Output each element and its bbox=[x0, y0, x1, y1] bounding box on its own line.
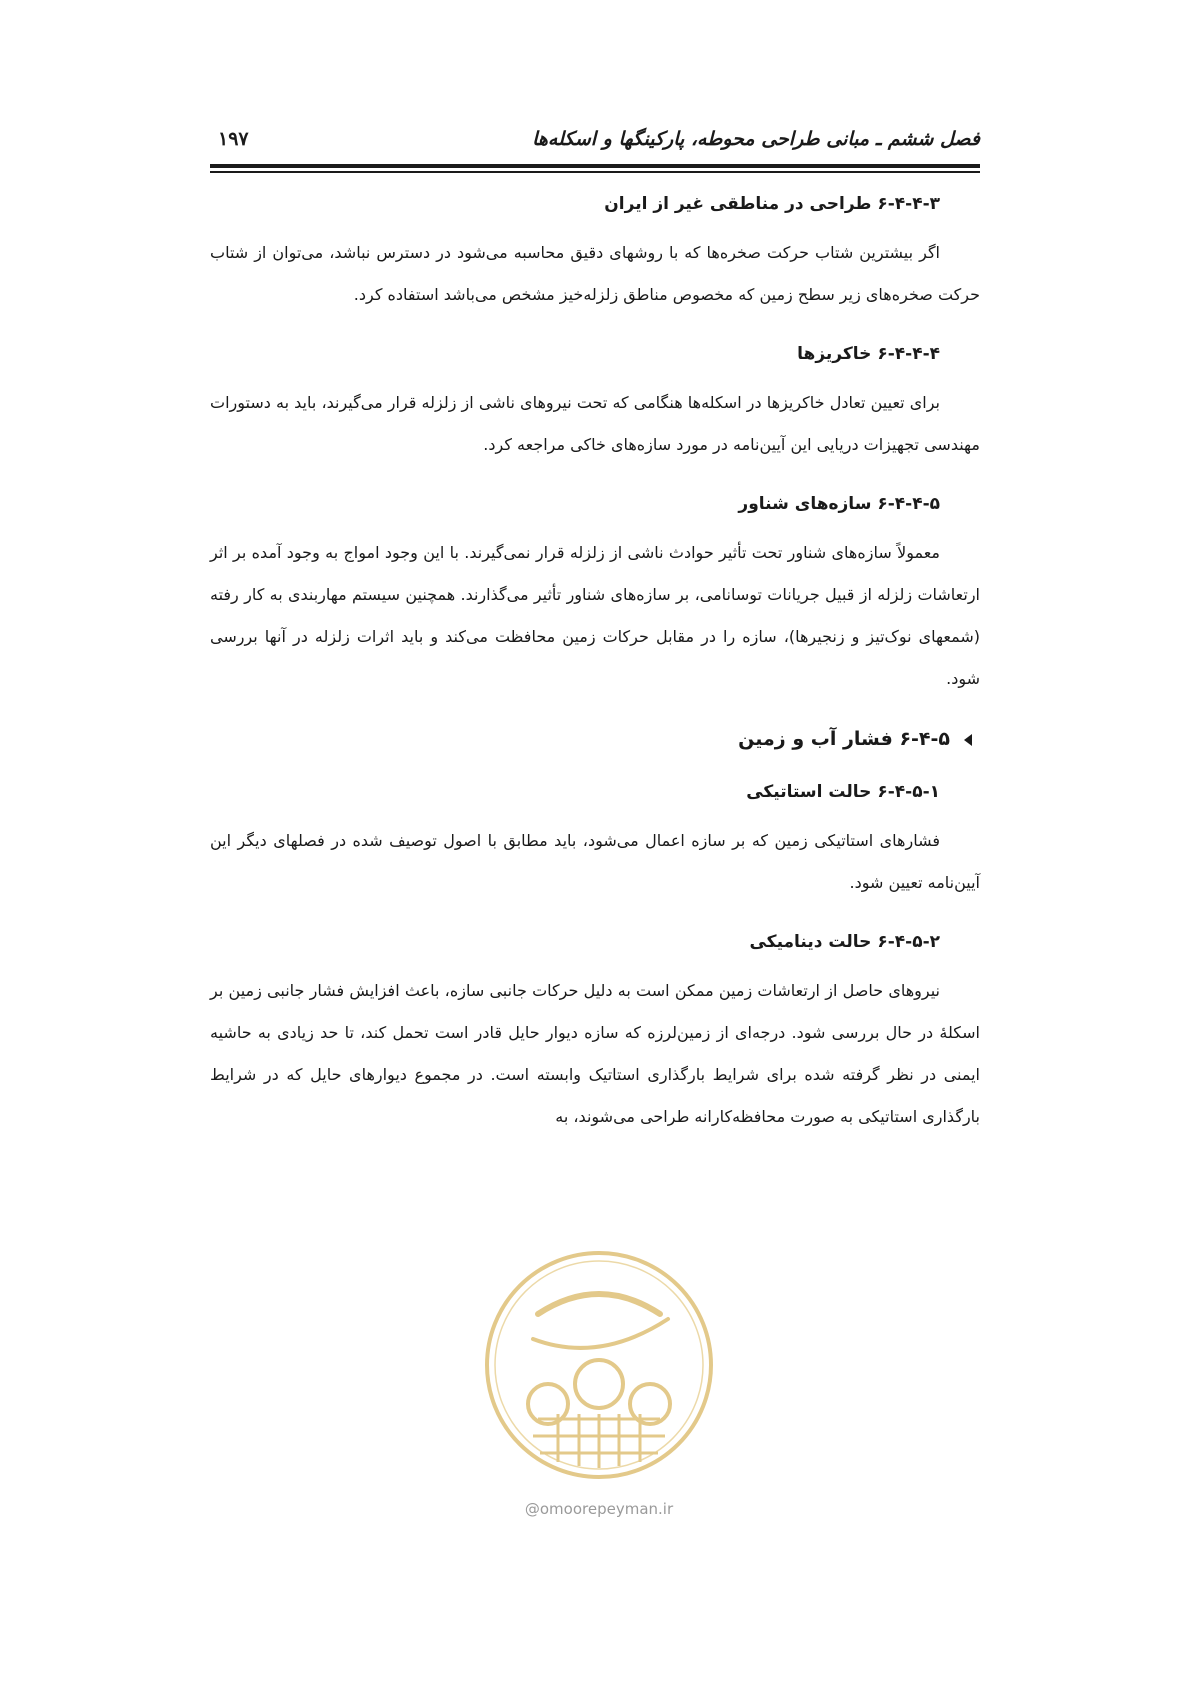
header-rule-thick bbox=[210, 164, 980, 168]
section-paragraph: معمولاً سازه‌های شناور تحت تأثیر حوادث ناشی از زلزله قرار نمی‌گیرند. با این وجود امواج به وجود آمده بر اثر ارتعاشات زلزله از قبیل جریانات توسانامی، بر سازه‌های شناور تأثیر می‌گذارند. همچنین سیستم مهاربندی به کار رفته (شمعهای نوک‌تیز و زنجیرها)، سازه را در مقابل حرکات زمین محافظت می‌کند و باید اثرات زلزله در آنها بررسی شود. bbox=[210, 543, 980, 688]
section-heading: ۶-۴-۴-۳ طراحی در مناطقی غیر از ایران bbox=[604, 194, 940, 214]
section-heading: ۶-۴-۵-۱ حالت استاتیکی bbox=[746, 782, 940, 802]
major-section-heading bbox=[210, 724, 980, 754]
section-paragraph: فشارهای استاتیکی زمین که بر سازه اعمال می‌شود، باید مطابق با اصول توصیف شده در فصلهای دیگر این آیین‌نامه تعیین شود. bbox=[210, 831, 980, 892]
section-paragraph: برای تعیین تعادل خاکریزها در اسکله‌ها هنگامی که تحت نیروهای ناشی از زلزله قرار می‌گیرند، باید به دستورات مهندسی تجهیزات دریایی این آیین‌نامه در مورد سازه‌های خاکی مراجعه کرد. bbox=[210, 393, 980, 454]
section-heading: ۶-۴-۵-۲ حالت دینامیکی bbox=[749, 932, 940, 952]
page-content bbox=[210, 190, 980, 1138]
section-heading: ۶-۴-۴-۵ سازه‌های شناور bbox=[738, 494, 940, 514]
watermark-logo bbox=[478, 1244, 720, 1486]
section-paragraph: اگر بیشترین شتاب حرکت صخره‌ها که با روشهای دقیق محاسبه می‌شود در دسترس نباشد، می‌توان از شتاب حرکت صخره‌های زیر سطح زمین که مخصوص مناطق زلزله‌خیز مشخص می‌باشد استفاده کرد. bbox=[210, 243, 980, 304]
watermark-url: @omoorepeyman.ir bbox=[524, 1500, 674, 1518]
chapter-title: فصل ششم ـ مبانی طراحی محوطه، پارکینگها و اسکله‌ها bbox=[532, 128, 980, 150]
section-heading: ۶-۴-۴-۴ خاکریزها bbox=[797, 344, 940, 364]
major-section-heading-text: ۶-۴-۵ فشار آب و زمین bbox=[738, 728, 950, 750]
page-header bbox=[210, 118, 980, 158]
triangle-bullet-icon bbox=[964, 734, 972, 746]
header-rule-thin bbox=[210, 171, 980, 173]
section-paragraph: نیروهای حاصل از ارتعاشات زمین ممکن است به دلیل حرکات جانبی سازه، باعث افزایش فشار جانبی زمین بر اسکلهٔ در حال بررسی شود. درجه‌ای از زمین‌لرزه که سازه دیوار حایل قادر است تحمل کند، تا حد زیادی به حاشیه ایمنی در نظر گرفته شده برای شرایط بارگذاری استاتیک وابسته است. در مجموع دیوارهای حایل که در شرایط بارگذاری استاتیکی به صورت محافظه‌کارانه طراحی می‌شوند، به bbox=[210, 981, 980, 1126]
page-number: ۱۹۷ bbox=[218, 128, 249, 150]
